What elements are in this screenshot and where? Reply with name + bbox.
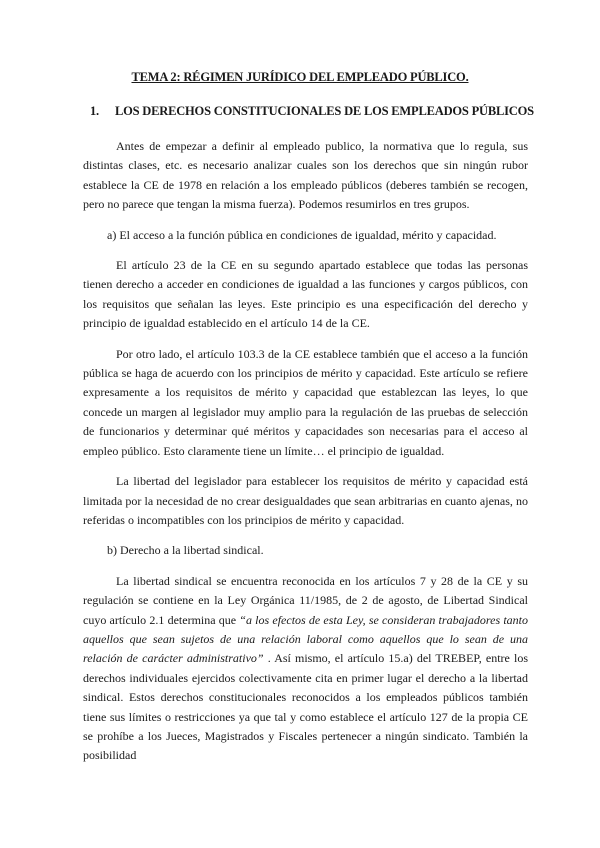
paragraph-intro: Antes de empezar a definir al empleado publico, la normativa que lo regula, sus distintas clases, etc. es necesario analizar cuales son los derechos que sin ningún rubor establece la CE de 1978 en relación a los empleado públicos (deberes también se recogen, pero no parece que tengan la misma fuerza). Podemos resumirlos en tres grupos.: [83, 139, 528, 212]
section-number: 1.: [90, 104, 99, 118]
paragraph-libertad-sindical: [83, 572, 528, 766]
paragraph-text-start: La libertad sindical se encuentra reconocida en los artículos 7 y 28 de la CE y su regulación se contiene en la Ley Orgánica 11/1985, de 2 de agosto, de Libertad Sindical cuyo artículo 2.1 determina que: [83, 573, 528, 627]
paragraph-text-end: . Así mismo, el artículo 15.a) del TREBEP, entre los derechos individuales ejercidos colectivamente cita en primer lugar el derecho a la libertad sindical. Estos derechos constitucionales reconocidos a los empleados públicos también tiene sus límites o restricciones ya que tal y como establece el artículo 127 de la propia CE se prohíbe a los Jueces, Magistrados y Fiscales pertenecer a ningún sindicato. También la posibilidad: [83, 651, 528, 763]
section-title: LOS DERECHOS CONSTITUCIONALES DE LOS EMPLEADOS PÚBLICOS: [114, 104, 534, 118]
document-body: [83, 137, 528, 766]
section-heading: [90, 104, 540, 119]
paragraph-article-23: El artículo 23 de la CE en su segundo apartado establece que todas las personas tienen derecho a acceder en condiciones de igualdad a las funciones y cargos públicos, con los requisitos que señalan las leyes. Este principio es una especificación del derecho y principio de igualdad establecido en el artículo 14 de la CE.: [83, 258, 528, 331]
document-title: TEMA 2: RÉGIMEN JURÍDICO DEL EMPLEADO PÚBLICO.: [131, 70, 469, 84]
legal-quote: “a los efectos de esta Ley, se consideran trabajadores tanto aquellos que sean sujetos de una relación laboral como aquellos que lo sean de una relación de carácter administrativo”: [83, 612, 528, 666]
subheading-b: b) Derecho a la libertad sindical.: [107, 543, 264, 558]
subheading-a: a) El acceso a la función pública en condiciones de igualdad, mérito y capacidad.: [107, 227, 497, 242]
paragraph-article-103: Por otro lado, el artículo 103.3 de la CE establece también que el acceso a la función pública se haga de acuerdo con los principios de mérito y capacidad. Este artículo se refiere expresamente a los requisitos de mérito y capacidad que establezcan las leyes, lo que concede un margen al legislador muy amplio para la regulación de las pruebas de selección de funcionarios y determinar qué méritos y capacidades son necesarias para el acceso al empleo público. Esto claramente tiene un límite… el principio de igualdad.: [83, 346, 528, 458]
paragraph-legislator-freedom: La libertad del legislador para establecer los requisitos de mérito y capacidad está limitada por la necesidad de no crear desigualdades que sean arbitrarias en cuanto ajenas, no referidas o incompatibles con los principios de mérito y capacidad.: [83, 474, 528, 527]
